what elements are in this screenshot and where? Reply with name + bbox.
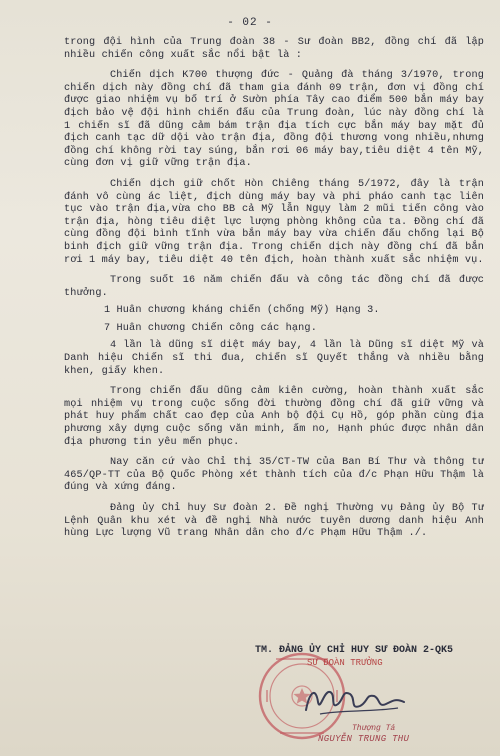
award-item: 1 Huân chương kháng chiến (chống Mỹ) Hạng 3. <box>104 305 380 317</box>
award-item: 7 Huân chương Chiến công các hạng. <box>104 322 317 334</box>
signature-organization: TM. ĐẢNG ỦY CHỈ HUY SƯ ĐOÀN 2-QK5 <box>255 645 454 656</box>
paragraph-awards-intro: Trong suốt 16 năm chiến đấu và công tác đồng chí đã được thưởng. <box>64 275 484 299</box>
signature-position: SƯ ĐOÀN TRƯỞNG <box>307 658 383 668</box>
paragraph-merit: Trong chiến đấu dũng cảm kiên cường, hoàn thành xuất sắc mọi nhiệm vụ trong cuộc sống đời thường đồng chí đã giữ vững và phát huy phẩm chất cao đẹp của Anh bộ đội Cụ Hồ, góp phần cùng địa phương xây dựng cuộc sống văn minh, ấm no, Hạnh phúc được nhân dân địa phương tin yêu mến phục. <box>64 386 484 448</box>
document-body <box>64 37 484 541</box>
signer-name: NGUYỄN TRUNG THU <box>318 734 410 744</box>
paragraph-intro: trong đội hình của Trung đoàn 38 - Sư đoàn BB2, đồng chí đã lập nhiều chiến công xuất sắc nổi bật là : <box>64 37 484 61</box>
paragraph-basis: Nay căn cứ vào Chỉ thị 35/CT-TW của Ban Bí Thư và thông tư 465/QP-TT của Bộ Quốc Phòng xét thành tích của đ/c Phạn Hữu Thậm là đúng và xứng đáng. <box>64 457 484 494</box>
paragraph-hon-chieng: Chiến dịch giữ chốt Hòn Chiêng tháng 5/1972, đây là trận đánh vô cùng ác liệt, địch dùng máy bay và phi pháo canh tạc liên tục vào trận địa,vừa cho BB cả Mỹ lẫn Ngụy làm 2 mũi tiến công vào trận địa, hòng tiêu diệt lực lượng phòng không của ta. Đồng chí đã cùng đồng đội bình tĩnh vừa bắn máy bay vừa chiến đấu chống lại Bộ binh địch giữ vững trận địa. Trong chiến dịch này đồng chí đã bắn rơi 1 máy bay, tiêu diệt 40 tên địch, hoàn thành xuất sắc nhiệm vụ. <box>64 178 484 266</box>
handwritten-signature <box>300 680 410 720</box>
paragraph-k700: Chiến dịch K700 thượng đức - Quảng đà tháng 3/1970, trong chiến dịch này đồng chí đã tham gia đánh 09 trận, đơn vị đồng chí được giao nhiệm vụ bố trí ở Sườn phía Tây cao điểm 500 bắn máy bay địch bảo vệ đội hình chiến đấu của Trung đoàn, lúc này đồng chí là 1 chiến sĩ đã dũng cảm bám trận địa tích cực bắn máy bay mặt đủ địch canh tạc dữ dội vào trận địa, đồng đội thương vong nhiều,nhưng đồng chí không rời tay súng, bắn rơi 06 máy bay,tiêu diệt 4 tên Mỹ, cùng đơn vị giữ vững trận địa. <box>64 70 484 170</box>
signature-block <box>255 644 495 668</box>
signer-rank: Thượng Tá <box>352 724 396 733</box>
paragraph-titles: 4 lần là dũng sĩ diệt máy bay, 4 lần là Dũng sĩ diệt Mỹ và Danh hiệu Chiến sĩ thi đua, chiến sĩ Quyết thắng và nhiều bằng khen, giấy khen. <box>64 340 484 377</box>
page-number: - 02 - <box>227 17 273 29</box>
paragraph-proposal: Đảng ủy Chỉ huy Sư đoàn 2. Đề nghị Thường vụ Đảng ủy Bộ Tư Lệnh Quân khu xét và đề nghị Nhà nước tuyên dương danh hiệu Anh hùng Lực lượng Vũ trang Nhân dân cho đ/c Phạm Hữu Thậm ./. <box>64 503 484 540</box>
